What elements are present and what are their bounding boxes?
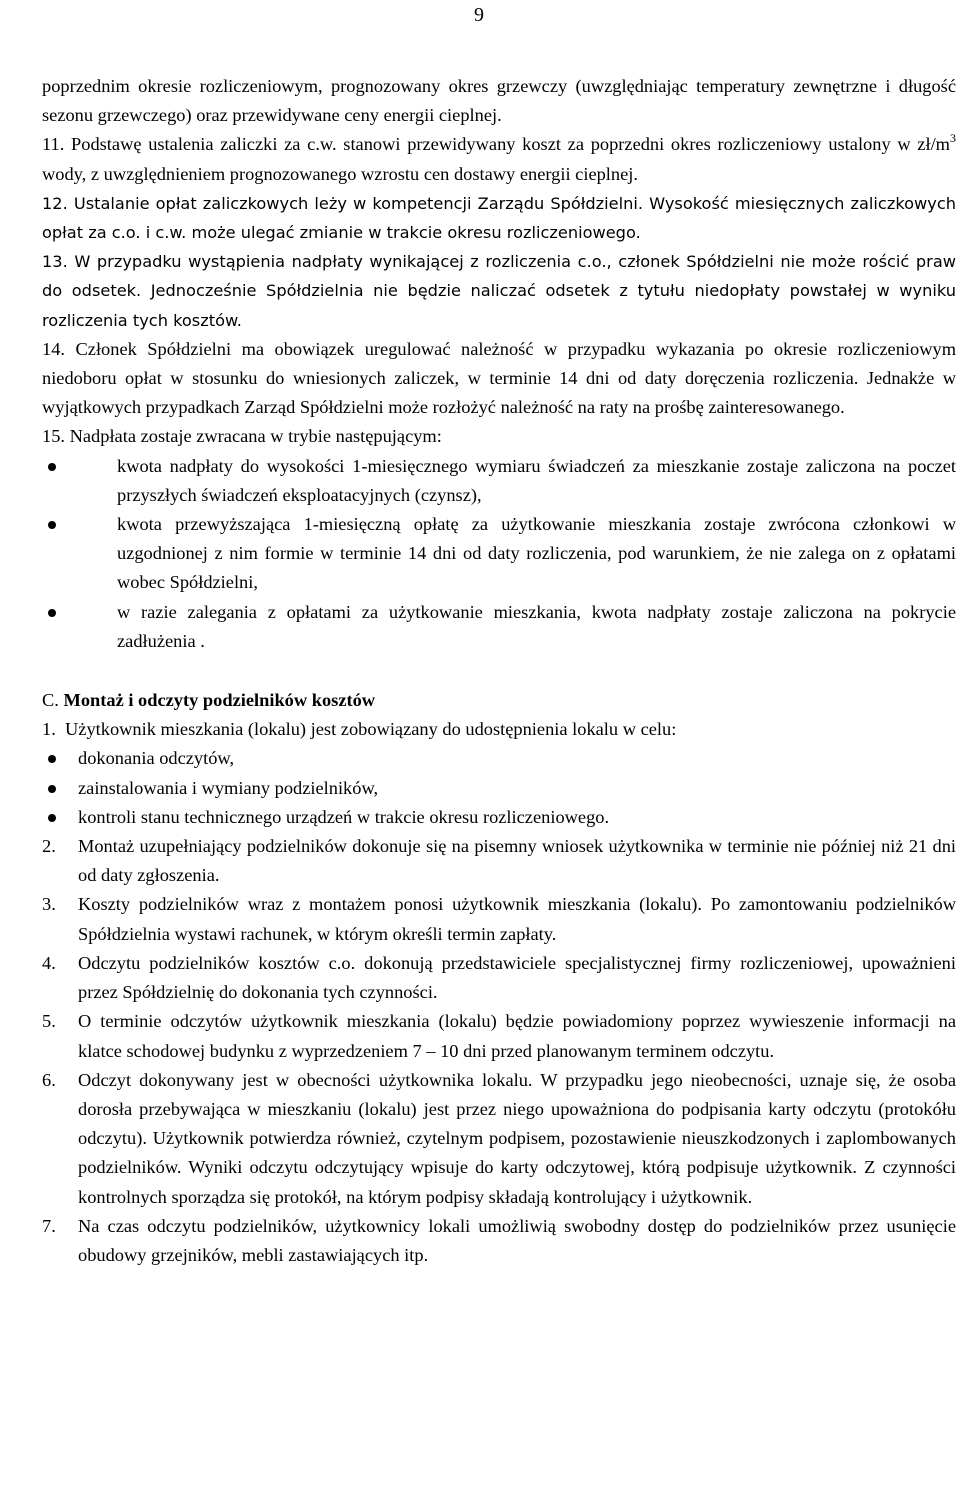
c-item-7-text: Na czas odczytu podzielników, użytkownicy lokali umożliwią swobodny dostęp do podzielników przez usunięcie obudowy grzejników, mebli zastawiających itp. — [78, 1215, 956, 1265]
c-item-7 — [42, 1212, 956, 1270]
intro-text: poprzednim okresie rozliczeniowym, prognozowany okres grzewczy (uwzględniając temperatury zewnętrzne i długość sezonu grzewczego) oraz przewidywane ceny energii cieplnej. — [42, 76, 956, 126]
item-15-text: Nadpłata zostaje zwracana w trybie następującym: — [69, 426, 442, 447]
bullet-icon — [48, 814, 56, 822]
c-item-2-number: 2. — [42, 836, 56, 857]
list-item-text: dokonania odczytów, — [78, 748, 235, 769]
document-body — [42, 72, 956, 1270]
list-item — [42, 452, 956, 510]
c-item-5 — [42, 1007, 956, 1065]
item-14 — [42, 335, 956, 423]
list-item-text: kwota nadpłaty do wysokości 1-miesięcznego wymiaru świadczeń za mieszkanie zostaje zaliczona na poczet przyszłych świadczeń eksploatacyjnych (czynsz), — [117, 455, 956, 505]
item-13 — [42, 247, 956, 335]
c-item-1-bullet-list — [42, 744, 956, 832]
item-12-text: Ustalanie opłat zaliczkowych leży w kompetencji Zarządu Spółdzielni. Wysokość miesięcznych zaliczkowych opłat za c.o. i c.w. może ulegać zmianie w trakcie okresu rozliczeniowego. — [42, 193, 956, 243]
section-c-title: Montaż i odczyty podzielników kosztów — [63, 690, 376, 711]
c-item-5-text: O terminie odczytów użytkownik mieszkania (lokalu) będzie powiadomiony poprzez wywieszenie informacji na klatce schodowej budynku z wyprzedzeniem 7 – 10 dni przed planowanym terminem odczytu. — [78, 1011, 956, 1061]
c-item-5-number: 5. — [42, 1011, 56, 1032]
spacer — [42, 656, 956, 668]
bullet-icon — [48, 609, 56, 617]
c-item-4-text: Odczytu podzielników kosztów c.o. dokonują przedstawiciele specjalistycznej firmy rozliczeniowej, upoważnieni przez Spółdzielnię do dokonania tych czynności. — [78, 952, 956, 1003]
list-item-text: zainstalowania i wymiany podzielników, — [78, 777, 379, 798]
item-14-text: Członek Spółdzielni ma obowiązek uregulować należność w przypadku wykazania po okresie rozliczeniowym niedoboru opłat w stosunku do wniesionych zaliczek, w terminie 14 dni od daty doręczenia rozliczenia. Jednakże w wyjątkowych przypadkach Zarząd Spółdzielni może rozłożyć należność na raty na prośbę zainteresowanego. — [42, 338, 957, 418]
item-12 — [42, 189, 956, 247]
list-item-text: kwota przewyższająca 1-miesięczną opłatę za użytkowanie mieszkania zostaje zwrócona członkowi w uzgodnionej z nim formie w terminie 14 dni od daty rozliczenia, pod warunkiem, że nie zalega on z opłatami wobec Spółdzielni, — [117, 514, 956, 593]
item-12-number: 12. — [42, 193, 68, 213]
item-11-text-a: Podstawę ustalenia zaliczki za c.w. stanowi przewidywany koszt za poprzedni okres rozliczeniowy ustalony w zł/m — [71, 134, 950, 155]
bullet-icon — [48, 785, 56, 793]
item-13-text: W przypadku wystąpienia nadpłaty wynikającej z rozliczenia c.o., członek Spółdzielni nie może rościć praw do odsetek. Jednocześnie Spółdzielnia nie będzie naliczać odsetek z tytułu niedopłaty powstałej w wyniku rozliczenia tych kosztów. — [42, 252, 956, 330]
c-item-4-number: 4. — [42, 952, 56, 973]
list-item — [42, 803, 956, 832]
c-item-7-number: 7. — [42, 1215, 56, 1236]
bullet-icon — [48, 463, 56, 471]
item-15 — [42, 422, 956, 451]
c-item-3-number: 3. — [42, 894, 56, 915]
list-item-text: w razie zalegania z opłatami za użytkowanie mieszkania, kwota nadpłaty zostaje zaliczona na pokrycie zadłużenia . — [117, 601, 956, 651]
c-item-1-text: Użytkownik mieszkania (lokalu) jest zobowiązany do udostępnienia lokalu w celu: — [65, 719, 677, 740]
list-item — [42, 744, 956, 773]
item-11 — [42, 130, 956, 188]
item-11-superscript: 3 — [950, 131, 956, 146]
list-item-text: kontroli stanu technicznego urządzeń w trakcie okresu rozliczeniowego. — [78, 806, 610, 827]
item-15-bullet-list — [42, 452, 956, 656]
list-item — [42, 774, 956, 803]
item-14-number: 14. — [42, 338, 65, 359]
c-item-2-text: Montaż uzupełniający podzielników dokonuje się na pisemny wniosek użytkownika w terminie nie później niż 21 dni od daty zgłoszenia. — [78, 836, 956, 886]
c-item-2 — [42, 832, 956, 890]
c-item-3 — [42, 890, 956, 948]
section-c-heading — [42, 686, 956, 715]
item-11-text-b: wody, z uwzględnieniem prognozowanego wzrostu cen dostawy energii cieplnej. — [42, 163, 638, 184]
bullet-icon — [48, 755, 56, 763]
c-item-1-number: 1. — [42, 719, 56, 740]
c-item-6 — [42, 1066, 956, 1212]
c-item-6-number: 6. — [42, 1069, 56, 1090]
c-item-1 — [42, 715, 956, 744]
list-item — [42, 510, 956, 598]
c-item-4 — [42, 949, 956, 1007]
c-item-6-text: Odczyt dokonywany jest w obecności użytkownika lokalu. W przypadku jego nieobecności, uznaje się, że osoba dorosła przebywająca w mieszkaniu (lokalu) jest przez niego upoważniona do podpisania karty odczytu (protokółu odczytu). Użytkownik potwierdza również, czytelnym podpisem, pozostawienie nieuszkodzonych i zaplombowanych podzielników. Wyniki odczytu odczytujący wpisuje do karty odczytowej, którą podpisuje użytkownik. Z czynności kontrolnych sporządza się protokół, na którym podpisy składają kontrolujący i użytkownik. — [78, 1069, 956, 1207]
section-c-letter: C. — [42, 690, 59, 711]
item-15-number: 15. — [42, 426, 65, 447]
page-number: 9 — [474, 4, 484, 26]
item-11-number: 11. — [42, 134, 65, 155]
item-13-number: 13. — [42, 252, 68, 272]
list-item — [42, 598, 956, 656]
c-item-3-text: Koszty podzielników wraz z montażem ponosi użytkownik mieszkania (lokalu). Po zamontowaniu podzielników Spółdzielnia wystawi rachunek, w którym określi termin zapłaty. — [78, 894, 956, 944]
bullet-icon — [48, 521, 56, 529]
intro-paragraph — [42, 72, 956, 130]
